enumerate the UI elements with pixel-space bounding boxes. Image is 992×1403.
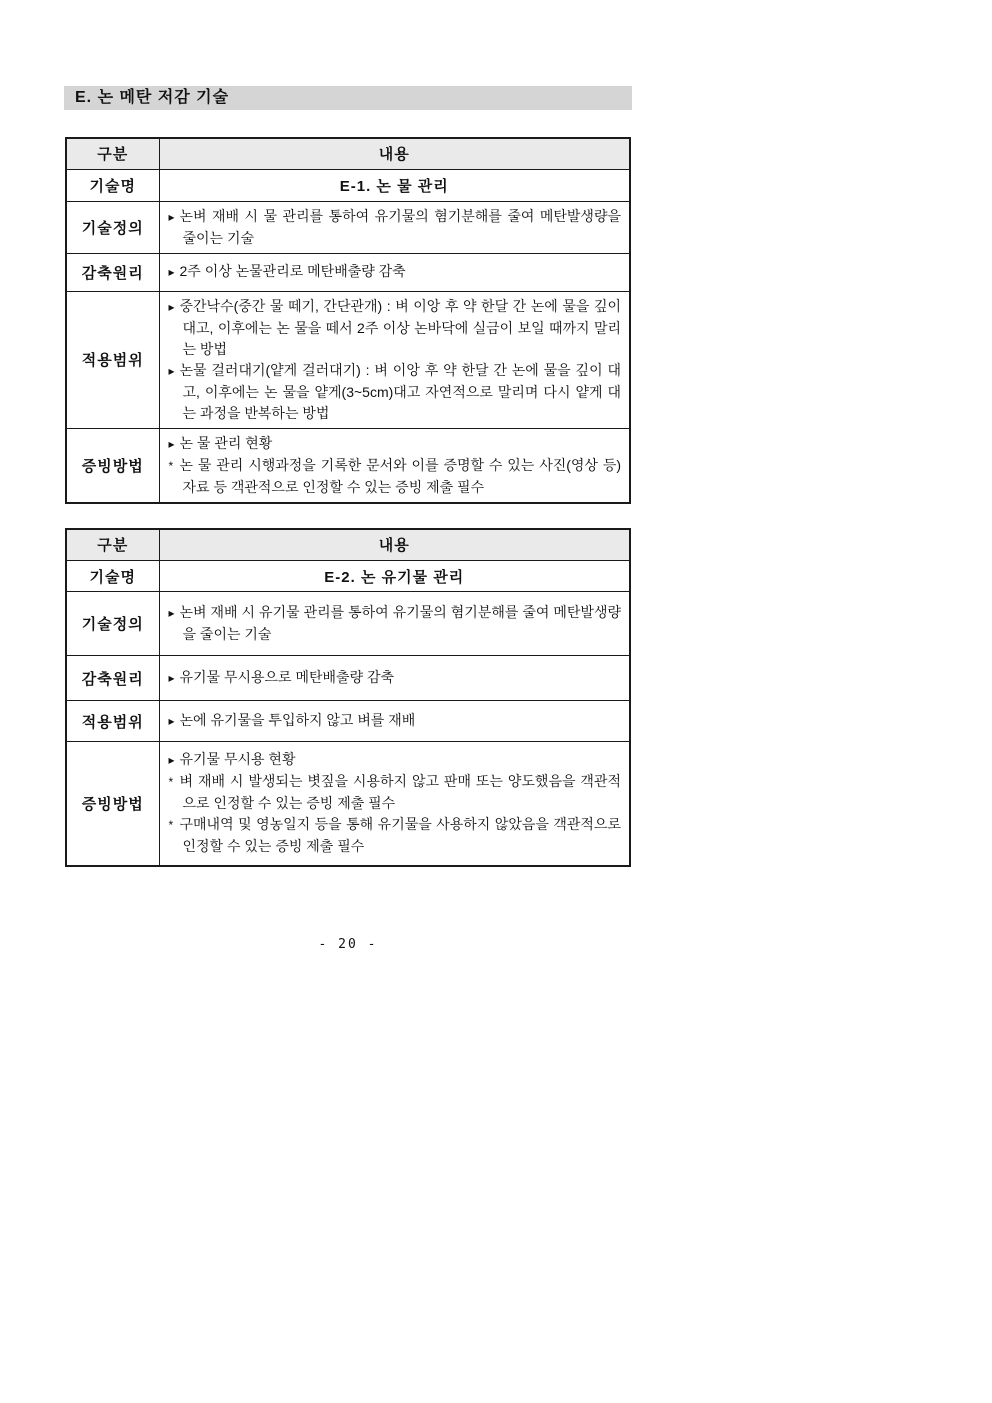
item-text: 논벼 재배 시 유기물 관리를 통하여 유기물의 혐기분해를 줄여 메탄발생량을 줄이는 기술 [179, 604, 621, 642]
content-item [169, 602, 622, 645]
row-label: 감축원리 [66, 656, 159, 701]
table-row [66, 592, 630, 656]
item-text: 논에 유기물을 투입하지 않고 벼를 재배 [179, 712, 416, 728]
content-item [169, 771, 622, 814]
tech-name: E-1. 논 물 관리 [159, 169, 630, 201]
content-item [169, 814, 622, 857]
row-label: 기술명 [66, 561, 159, 592]
asterisk-marker: * [168, 458, 174, 473]
row-content [159, 656, 630, 701]
column-header-gubun: 구분 [66, 138, 159, 169]
bullet-icon: ▸ [168, 209, 175, 224]
item-text: 2주 이상 논물관리로 메탄배출량 감축 [179, 263, 406, 279]
content-item [169, 296, 622, 360]
table-row [66, 742, 630, 866]
row-label: 적용범위 [66, 291, 159, 428]
item-text: 벼 재배 시 발생되는 볏짚을 시용하지 않고 판매 또는 양도했음을 객관적으로 인정할 수 있는 증빙 제출 필수 [179, 773, 621, 812]
item-text: 구매내역 및 영농일지 등을 통해 유기물을 사용하지 않았음을 객관적으로 인정할 수 있는 증빙 제출 필수 [179, 816, 621, 855]
row-label: 기술명 [66, 169, 159, 201]
document-page-content [64, 86, 632, 867]
page-number: - 20 - [318, 937, 378, 952]
content-item [169, 433, 622, 455]
row-label: 증빙방법 [66, 428, 159, 503]
bullet-icon: ▸ [168, 436, 175, 451]
table-row [66, 428, 630, 503]
asterisk-marker: * [168, 775, 174, 790]
bullet-icon: ▸ [168, 363, 175, 378]
table-row [66, 701, 630, 742]
bullet-icon: ▸ [168, 714, 175, 728]
table-header-row [66, 529, 630, 561]
tech-table-e1 [65, 137, 631, 504]
column-header-naeyong: 내용 [159, 529, 630, 561]
item-text: 논물 걸러대기(얕게 걸러대기) : 벼 이앙 후 약 한달 간 논에 물을 깊이 대고, 이후에는 논 물을 얕게(3~5cm)대고 자연적으로 말리며 다시 얕게 대는 과정을 반복하는 방법 [179, 361, 621, 421]
row-content [159, 253, 630, 291]
row-content [159, 201, 630, 253]
table-header-row [66, 138, 630, 169]
row-label: 증빙방법 [66, 742, 159, 866]
column-header-naeyong: 내용 [159, 138, 630, 169]
content-item [169, 455, 622, 498]
item-text: 논 물 관리 시행과정을 기록한 문서와 이를 증명할 수 있는 사진(영상 등) 자료 등 객관적으로 인정할 수 있는 증빙 제출 필수 [179, 456, 621, 495]
column-header-gubun: 구분 [66, 529, 159, 561]
asterisk-marker: * [168, 818, 174, 833]
bullet-icon: ▸ [168, 265, 175, 279]
item-text: 논 물 관리 현황 [179, 434, 273, 451]
content-item [169, 710, 622, 732]
item-text: 유기물 무시용 현황 [179, 751, 296, 768]
table-row [66, 201, 630, 253]
row-content [159, 428, 630, 503]
row-label: 적용범위 [66, 701, 159, 742]
table-row [66, 169, 630, 201]
row-label: 기술정의 [66, 592, 159, 656]
table-row [66, 656, 630, 701]
item-text: 중간낙수(중간 물 떼기, 간단관개) : 벼 이앙 후 약 한달 간 논에 물을 깊이 대고, 이후에는 논 물을 떼서 2주 이상 논바닥에 실금이 보일 때까지 말리는 방법 [179, 297, 621, 357]
content-item [169, 667, 622, 689]
section-title: E. 논 메탄 저감 기술 [75, 89, 230, 106]
bullet-icon: ▸ [168, 753, 175, 768]
bullet-icon: ▸ [168, 606, 175, 620]
tech-name: E-2. 논 유기물 관리 [159, 561, 630, 592]
item-text: 유기물 무시용으로 메탄배출량 감축 [179, 669, 395, 685]
bullet-icon: ▸ [168, 671, 175, 685]
content-item [169, 749, 622, 771]
row-label: 감축원리 [66, 253, 159, 291]
row-content [159, 291, 630, 428]
table-row [66, 253, 630, 291]
table-row [66, 561, 630, 592]
row-content [159, 701, 630, 742]
table-row [66, 291, 630, 428]
row-label: 기술정의 [66, 201, 159, 253]
content-item [169, 206, 622, 249]
bullet-icon: ▸ [168, 299, 175, 314]
content-item [169, 360, 622, 424]
row-content [159, 742, 630, 866]
row-content [159, 592, 630, 656]
tech-table-e2 [65, 528, 631, 867]
content-item [169, 261, 622, 283]
section-title-bar [64, 86, 632, 110]
item-text: 논벼 재배 시 물 관리를 통하여 유기물의 혐기분해를 줄여 메탄발생량을 줄이는 기술 [179, 207, 621, 246]
